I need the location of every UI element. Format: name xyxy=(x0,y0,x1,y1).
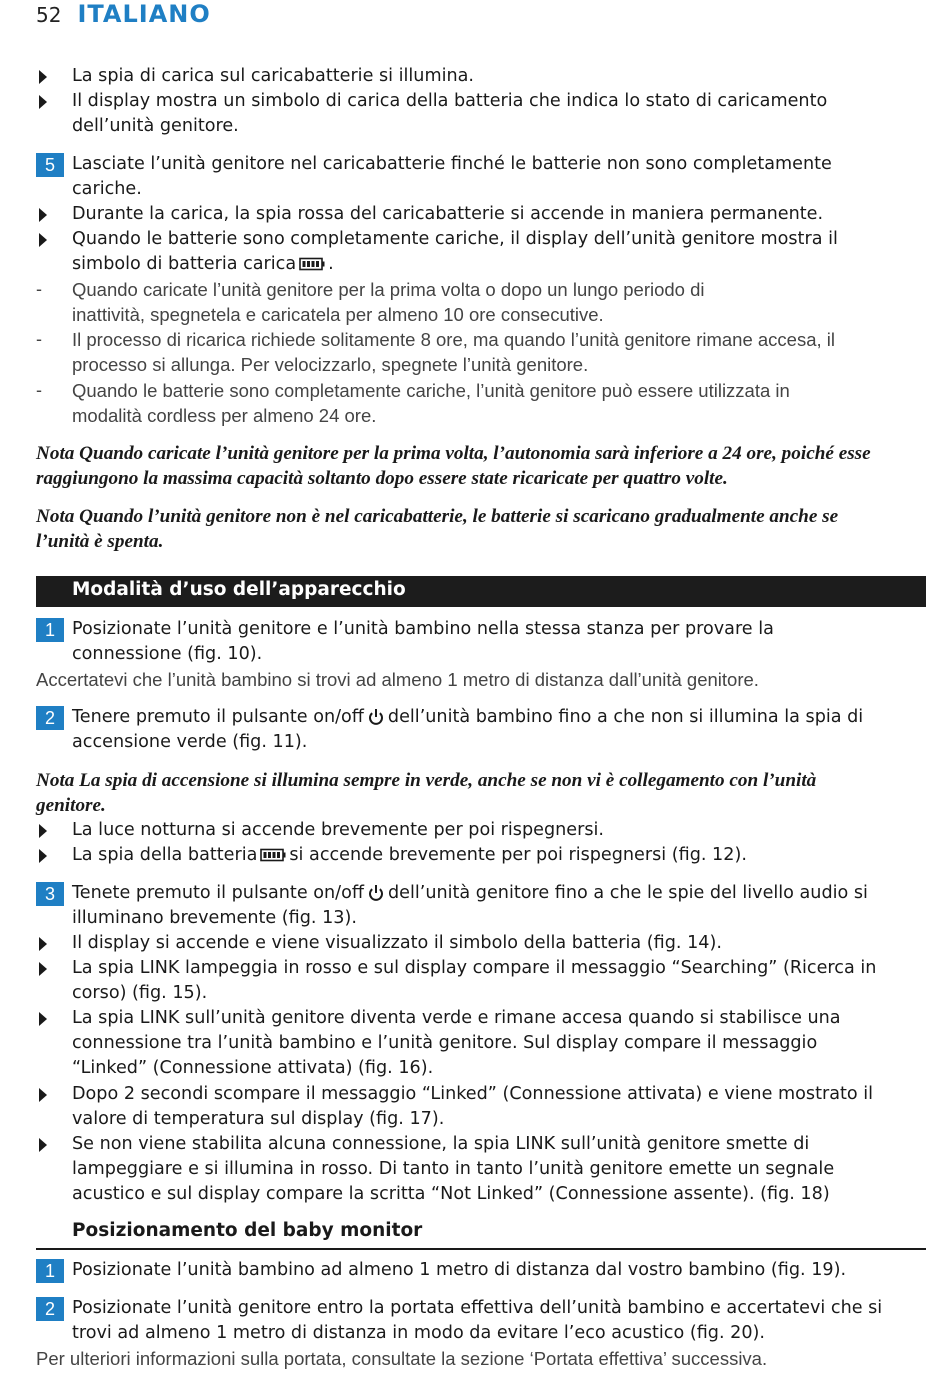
step-text xyxy=(72,881,926,906)
dash-marker: - xyxy=(36,329,42,349)
bullet-triangle-icon xyxy=(39,1138,47,1152)
dash-text-cont: inattività, spegnetela e caricatela per almeno 10 ore consecutive. xyxy=(72,304,604,325)
bullet-text-cont: valore di temperatura sul display (fig. 17). xyxy=(72,1109,445,1129)
subsection-title: Posizionamento del baby monitor xyxy=(72,1220,423,1241)
step-text: Lasciate l’unità genitore nel caricabatterie finché le batterie non sono completamente xyxy=(72,154,832,174)
power-icon xyxy=(368,884,384,902)
battery-full-icon xyxy=(299,257,325,271)
bullet-triangle-icon xyxy=(39,937,47,951)
step-text-b: dell’unità genitore fino a che le spie del livello audio si xyxy=(387,883,868,903)
note-text: Nota Quando caricate l’unità genitore per la prima volta, l’autonomia sarà inferiore a 24 ore, poiché esse xyxy=(36,443,871,464)
bullet-triangle-icon xyxy=(39,1012,47,1026)
note-text: Nota La spia di accensione si illumina sempre in verde, anche se non vi è collegamento con l’unità xyxy=(36,770,817,791)
step-text: Posizionate l’unità genitore entro la portata effettiva dell’unità bambino e accertatevi che si xyxy=(72,1298,883,1318)
step-text-cont: trovi ad almeno 1 metro di distanza in modo da evitare l’eco acustico (fig. 20). xyxy=(72,1323,765,1343)
dash-text: Il processo di ricarica richiede solitamente 8 ore, ma quando l’unità genitore rimane accesa, il xyxy=(72,329,835,350)
step-text-a: Tenere premuto il pulsante on/off xyxy=(72,707,364,727)
page-header xyxy=(36,0,211,30)
step-text-cont: accensione verde (fig. 11). xyxy=(72,732,308,752)
bullet-text-cont: dell’unità genitore. xyxy=(72,116,239,136)
dash-text: Quando caricate l’unità genitore per la prima volta o dopo un lungo periodo di xyxy=(72,279,705,300)
step-number-1: 1 xyxy=(36,618,64,642)
bullet-triangle-icon xyxy=(39,233,47,247)
bullet-text: La luce notturna si accende brevemente per poi rispegnersi. xyxy=(72,820,604,840)
section-banner xyxy=(36,576,926,607)
dash-text-cont: modalità cordless per almeno 24 ore. xyxy=(72,405,377,426)
bullet-text: Se non viene stabilita alcuna connessione, la spia LINK sull’unità genitore smette di xyxy=(72,1134,810,1154)
bullet-text: La spia di carica sul caricabatterie si illumina. xyxy=(72,66,474,86)
bullet-text-cont: lampeggiare e si illumina in rosso. Di tanto in tanto l’unità genitore emette un segnale xyxy=(72,1159,835,1179)
bullet-text-a: La spia della batteria xyxy=(72,845,258,865)
step-number-2: 2 xyxy=(36,706,64,730)
step-text-cont: cariche. xyxy=(72,179,142,199)
language-title: ITALIANO xyxy=(77,0,211,28)
step-number-2: 2 xyxy=(36,1297,64,1321)
bullet-text: La spia LINK lampeggia in rosso e sul display compare il messaggio “Searching” (Ricerca in xyxy=(72,958,877,978)
dash-text-cont: processo si allunga. Per velocizzarlo, spegnete l’unità genitore. xyxy=(72,354,589,375)
note-text: Nota Quando l’unità genitore non è nel caricabatterie, le batterie si scaricano gradualmente anche se xyxy=(36,506,839,527)
step-text-cont: connessione (fig. 10). xyxy=(72,644,263,664)
page-number: 52 xyxy=(36,3,62,27)
bullet-text: Dopo 2 secondi scompare il messaggio “Linked” (Connessione attivata) e viene mostrato il xyxy=(72,1084,874,1104)
note-text-cont: genitore. xyxy=(36,795,106,816)
bullet-triangle-icon xyxy=(39,962,47,976)
bullet-text: Il display si accende e viene visualizzato il simbolo della batteria (fig. 14). xyxy=(72,933,722,953)
step-text-b: dell’unità bambino fino a che non si illumina la spia di xyxy=(387,707,864,727)
bullet-text-cont xyxy=(72,252,926,277)
bullet-text: Durante la carica, la spia rossa del caricabatterie si accende in maniera permanente. xyxy=(72,204,824,224)
bullet-triangle-icon xyxy=(39,849,47,863)
footer-text: Per ulteriori informazioni sulla portata, consultate la sezione ‘Portata effettiva’ successiva. xyxy=(36,1348,768,1369)
bullet-text-b: si accende brevemente per poi rispegnersi (fig. 12). xyxy=(289,845,747,865)
bullet-text: Il display mostra un simbolo di carica della batteria che indica lo stato di caricamento xyxy=(72,91,828,111)
bullet-triangle-icon xyxy=(39,70,47,84)
step-number-1: 1 xyxy=(36,1259,64,1283)
section-title: Modalità d’uso dell’apparecchio xyxy=(72,579,406,600)
step-text: Posizionate l’unità genitore e l’unità bambino nella stessa stanza per provare la xyxy=(72,619,774,639)
battery-full-icon xyxy=(260,848,286,862)
subsection-rule xyxy=(36,1248,926,1250)
bullet-text-cont: corso) (fig. 15). xyxy=(72,983,208,1003)
step-text xyxy=(72,705,926,730)
dash-marker: - xyxy=(36,279,42,299)
bullet-text: Quando le batterie sono completamente cariche, il display dell’unità genitore mostra il xyxy=(72,229,838,249)
power-icon xyxy=(368,708,384,726)
bullet-triangle-icon xyxy=(39,95,47,109)
bullet-text-cont: acustico e sul display compare la scritta “Not Linked” (Connessione assente). (fig. 18) xyxy=(72,1184,830,1204)
note-text-cont: l’unità è spenta. xyxy=(36,531,164,552)
bullet-triangle-icon xyxy=(39,1088,47,1102)
period: . xyxy=(328,254,334,274)
step-text-cont: illuminano brevemente (fig. 13). xyxy=(72,908,357,928)
bullet-text-cont: connessione tra l’unità bambino e l’unità genitore. Sul display compare il messaggio xyxy=(72,1033,818,1053)
step-text: Posizionate l’unità bambino ad almeno 1 metro di distanza dal vostro bambino (fig. 19). xyxy=(72,1260,847,1280)
bullet-text xyxy=(72,843,926,868)
step-number-3: 3 xyxy=(36,882,64,906)
dash-marker: - xyxy=(36,380,42,400)
step-subtext: Accertatevi che l’unità bambino si trovi ad almeno 1 metro di distanza dall’unità genitore. xyxy=(36,669,759,690)
bullet-text-cont: “Linked” (Connessione attivata) (fig. 16). xyxy=(72,1058,434,1078)
dash-text: Quando le batterie sono completamente cariche, l’unità genitore può essere utilizzata in xyxy=(72,380,790,401)
note-text-cont: raggiungono la massima capacità soltanto dopo essere state ricaricate per quattro volte. xyxy=(36,468,728,489)
battery-label: simbolo di batteria carica xyxy=(72,254,297,274)
step-text-a: Tenete premuto il pulsante on/off xyxy=(72,883,364,903)
bullet-text: La spia LINK sull’unità genitore diventa verde e rimane accesa quando si stabilisce una xyxy=(72,1008,841,1028)
bullet-triangle-icon xyxy=(39,208,47,222)
bullet-triangle-icon xyxy=(39,824,47,838)
step-number-5: 5 xyxy=(36,153,64,177)
